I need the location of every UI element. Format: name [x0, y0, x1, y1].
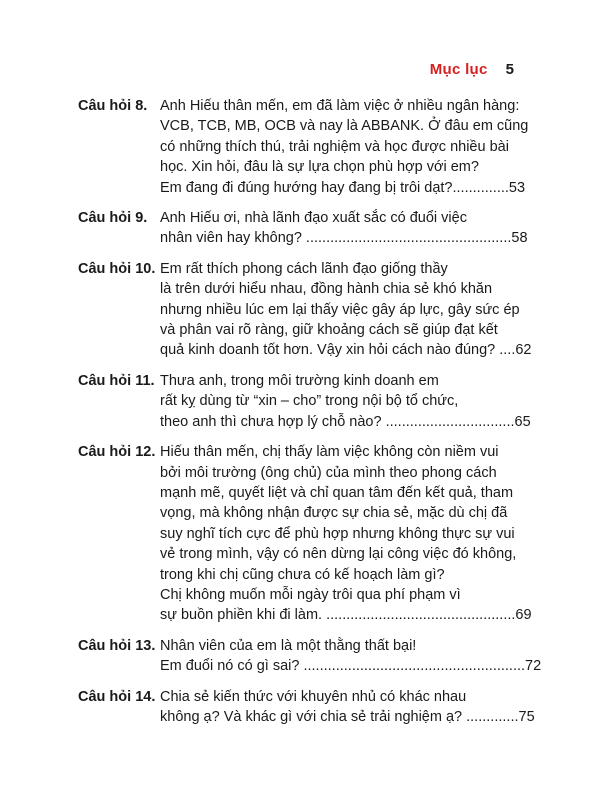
question-text-line: Chị không muốn mỗi ngày trôi qua phí phạm vì [160, 586, 461, 603]
table-of-contents [78, 96, 542, 737]
toc-entry [78, 636, 542, 677]
question-text-line: suy nghĩ tích cực để phù hợp nhưng không thực sự vui [160, 525, 515, 542]
question-text-line: không ạ? Và khác gì với chia sẻ trải nghiệm ạ? .............75 [160, 708, 535, 725]
question-text-line: VCB, TCB, MB, OCB và nay là ABBANK. Ở đâu em cũng [160, 118, 529, 135]
question-text [160, 208, 528, 249]
question-text [160, 96, 528, 198]
question-label: Câu hỏi 12. [78, 444, 156, 461]
question-text-line: Chia sẻ kiến thức với khuyên nhủ có khác nhau [160, 688, 467, 705]
question-text-line: Anh Hiếu thân mến, em đã làm việc ở nhiều ngân hàng: [160, 98, 520, 114]
question-text-line: vọng, mà không nhận được sự chia sẻ, mặc dù chị đã [160, 505, 508, 522]
toc-entry [78, 687, 535, 728]
question-text-line: trong khi chị cũng chưa có kế hoạch làm gì? [160, 566, 445, 583]
question-text [160, 636, 541, 677]
question-text-line: Hiếu thân mến, chị thấy làm việc không còn niềm vui [160, 444, 499, 461]
question-text [160, 371, 531, 432]
section-title: Mục lục [429, 61, 488, 78]
question-label: Câu hỏi 8. [78, 98, 148, 114]
question-text [160, 687, 535, 728]
question-text-line: Anh Hiếu ơi, nhà lãnh đạo xuất sắc có đuổi việc [160, 210, 467, 227]
question-label: Câu hỏi 11. [78, 372, 155, 389]
question-text-line: Em đang đi đúng hướng hay đang bị trôi dạt?..............53 [160, 179, 526, 196]
question-text-line: là trên dưới hiểu nhau, đồng hành chia sẻ khó khăn [160, 281, 493, 298]
toc-entry [78, 208, 528, 249]
question-text-line: nhân viên hay không? ...................................................58 [160, 230, 528, 247]
question-text-line: quả kinh doanh tốt hơn. Vậy xin hỏi cách nào đúng? ....62 [160, 342, 532, 359]
question-text-line: vẻ trong mình, vậy có nên dừng lại công việc đó không, [160, 546, 517, 563]
question-text-line: theo anh thì chưa hợp lý chỗ nào? ................................65 [160, 413, 531, 430]
page-header [430, 61, 514, 78]
toc-entry [78, 371, 531, 432]
question-label: Câu hỏi 9. [78, 210, 148, 227]
toc-entry [78, 259, 532, 361]
question-text-line: học. Xin hỏi, đâu là sự lựa chọn phù hợp với em? [160, 159, 479, 176]
question-text-line: sự buồn phiền khi đi làm. ...............................................69 [160, 607, 532, 624]
question-text [160, 442, 532, 626]
question-text [160, 259, 531, 361]
question-text-line: rất kỵ dùng từ “xin – cho” trong nội bộ tổ chức, [160, 393, 459, 410]
toc-entry [78, 442, 532, 626]
question-text-line: Nhân viên của em là một thằng thất bại! [160, 637, 417, 654]
question-label: Câu hỏi 14. [78, 688, 156, 705]
question-label: Câu hỏi 10. [78, 260, 156, 277]
toc-entry [78, 96, 529, 198]
question-text-line: bởi môi trường (ông chủ) của mình theo phong cách [160, 464, 497, 481]
question-label: Câu hỏi 13. [78, 637, 156, 654]
question-text-line: có những thích thú, trải nghiệm và học được nhiều bài [160, 138, 509, 155]
question-text-line: Em đuổi nó có gì sai? .......................................................72 [160, 658, 542, 675]
question-text-line: Em rất thích phong cách lãnh đạo giống thầy [160, 260, 448, 277]
question-text-line: và phân vai rõ ràng, giữ khoảng cách sẽ giúp đạt kết [160, 322, 498, 339]
question-text-line: nhưng nhiều lúc em lại thấy việc gây áp lực, gây sức ép [160, 301, 520, 318]
question-text-line: Thưa anh, trong môi trường kinh doanh em [160, 372, 439, 389]
page-number: 5 [505, 61, 514, 78]
question-text-line: mạnh mẽ, quyết liệt và chỉ quan tâm đến kết quả, tham [160, 484, 514, 501]
